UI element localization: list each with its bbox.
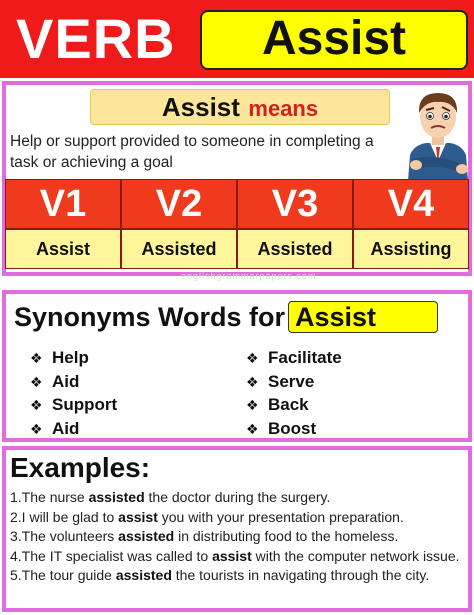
- means-label: means: [248, 96, 319, 121]
- example-text: 4.The IT specialist was called to: [10, 547, 213, 564]
- form-value-v4: Assisting: [353, 229, 469, 269]
- synonym-item: [246, 393, 342, 417]
- synonym-item: [30, 346, 117, 370]
- diamond-bullet-icon: ❖: [30, 420, 43, 437]
- example-keyword: assisted: [88, 489, 145, 505]
- form-header-v4: V4: [353, 179, 469, 229]
- synonym-text: Facilitate: [268, 348, 342, 367]
- synonym-text: Serve: [268, 371, 315, 391]
- synonyms-right-column: [246, 346, 342, 440]
- synonym-item: [246, 417, 342, 441]
- example-sentence: [10, 527, 470, 547]
- synonym-text: Aid: [52, 371, 80, 391]
- diamond-bullet-icon: ❖: [30, 373, 43, 390]
- example-sentence: [10, 547, 470, 567]
- examples-list: [10, 488, 470, 586]
- synonym-text: Boost: [268, 418, 317, 438]
- example-keyword: assist: [118, 508, 158, 525]
- diamond-bullet-icon: ❖: [246, 397, 259, 413]
- synonym-text: Help: [52, 348, 89, 367]
- form-value-v1: Assist: [5, 229, 121, 269]
- synonym-item: [30, 393, 117, 417]
- form-header-v2: V2: [121, 179, 237, 229]
- synonym-item: [246, 370, 342, 394]
- example-text: you with your presentation preparation.: [157, 508, 404, 525]
- form-value-v2: Assisted: [121, 229, 237, 269]
- synonym-text: Back: [268, 395, 309, 414]
- examples-title: Examples:: [10, 452, 151, 483]
- example-keyword: assist: [212, 547, 252, 564]
- diamond-bullet-icon: ❖: [246, 420, 259, 437]
- definition-text: Help or support provided to someone in completing a task or achieving a goal: [10, 133, 374, 171]
- example-text: 2.I will be glad to: [10, 508, 119, 525]
- example-text: the doctor during the surgery.: [144, 489, 331, 505]
- synonyms-title: Synonyms Words for: [14, 302, 286, 332]
- diamond-bullet-icon: ❖: [246, 373, 259, 390]
- header-word: Assist: [200, 10, 468, 70]
- diamond-bullet-icon: ❖: [246, 350, 259, 366]
- synonym-item: [246, 346, 342, 370]
- means-banner: [90, 89, 390, 125]
- watermark: englishgrammarpapers.com: [181, 271, 317, 281]
- means-word: Assist: [161, 92, 240, 122]
- example-text: the tourists in navigating through the city.: [171, 567, 430, 583]
- examples-panel: [2, 446, 472, 612]
- synonyms-panel: [2, 290, 472, 442]
- example-keyword: assisted: [118, 528, 175, 544]
- form-value-v3: Assisted: [237, 229, 353, 269]
- meaning-panel: [2, 81, 472, 281]
- example-text: 1.The nurse: [10, 489, 89, 505]
- example-keyword: assisted: [115, 567, 172, 583]
- synonym-item: [30, 417, 117, 441]
- synonyms-left-column: [30, 346, 117, 440]
- synonym-text: Aid: [52, 418, 80, 438]
- synonyms-word: Assist: [288, 301, 438, 333]
- example-text: 3.The volunteers: [10, 528, 119, 544]
- example-sentence: [10, 566, 470, 586]
- example-sentence: [10, 488, 470, 508]
- diamond-bullet-icon: ❖: [30, 350, 43, 366]
- confused-businessman-icon: [400, 85, 474, 181]
- example-text: in distributing food to the homeless.: [174, 528, 399, 544]
- synonym-item: [30, 370, 117, 394]
- form-header-v1: V1: [5, 179, 121, 229]
- synonym-text: Support: [52, 395, 118, 414]
- example-text: 5.The tour guide: [10, 567, 116, 583]
- example-sentence: [10, 508, 470, 528]
- header-banner: [0, 0, 474, 78]
- example-text: with the computer network issue.: [251, 547, 460, 564]
- verb-forms-table: [5, 179, 469, 269]
- verb-label: VERB: [16, 7, 176, 70]
- form-header-v3: V3: [237, 179, 353, 229]
- diamond-bullet-icon: ❖: [30, 397, 43, 413]
